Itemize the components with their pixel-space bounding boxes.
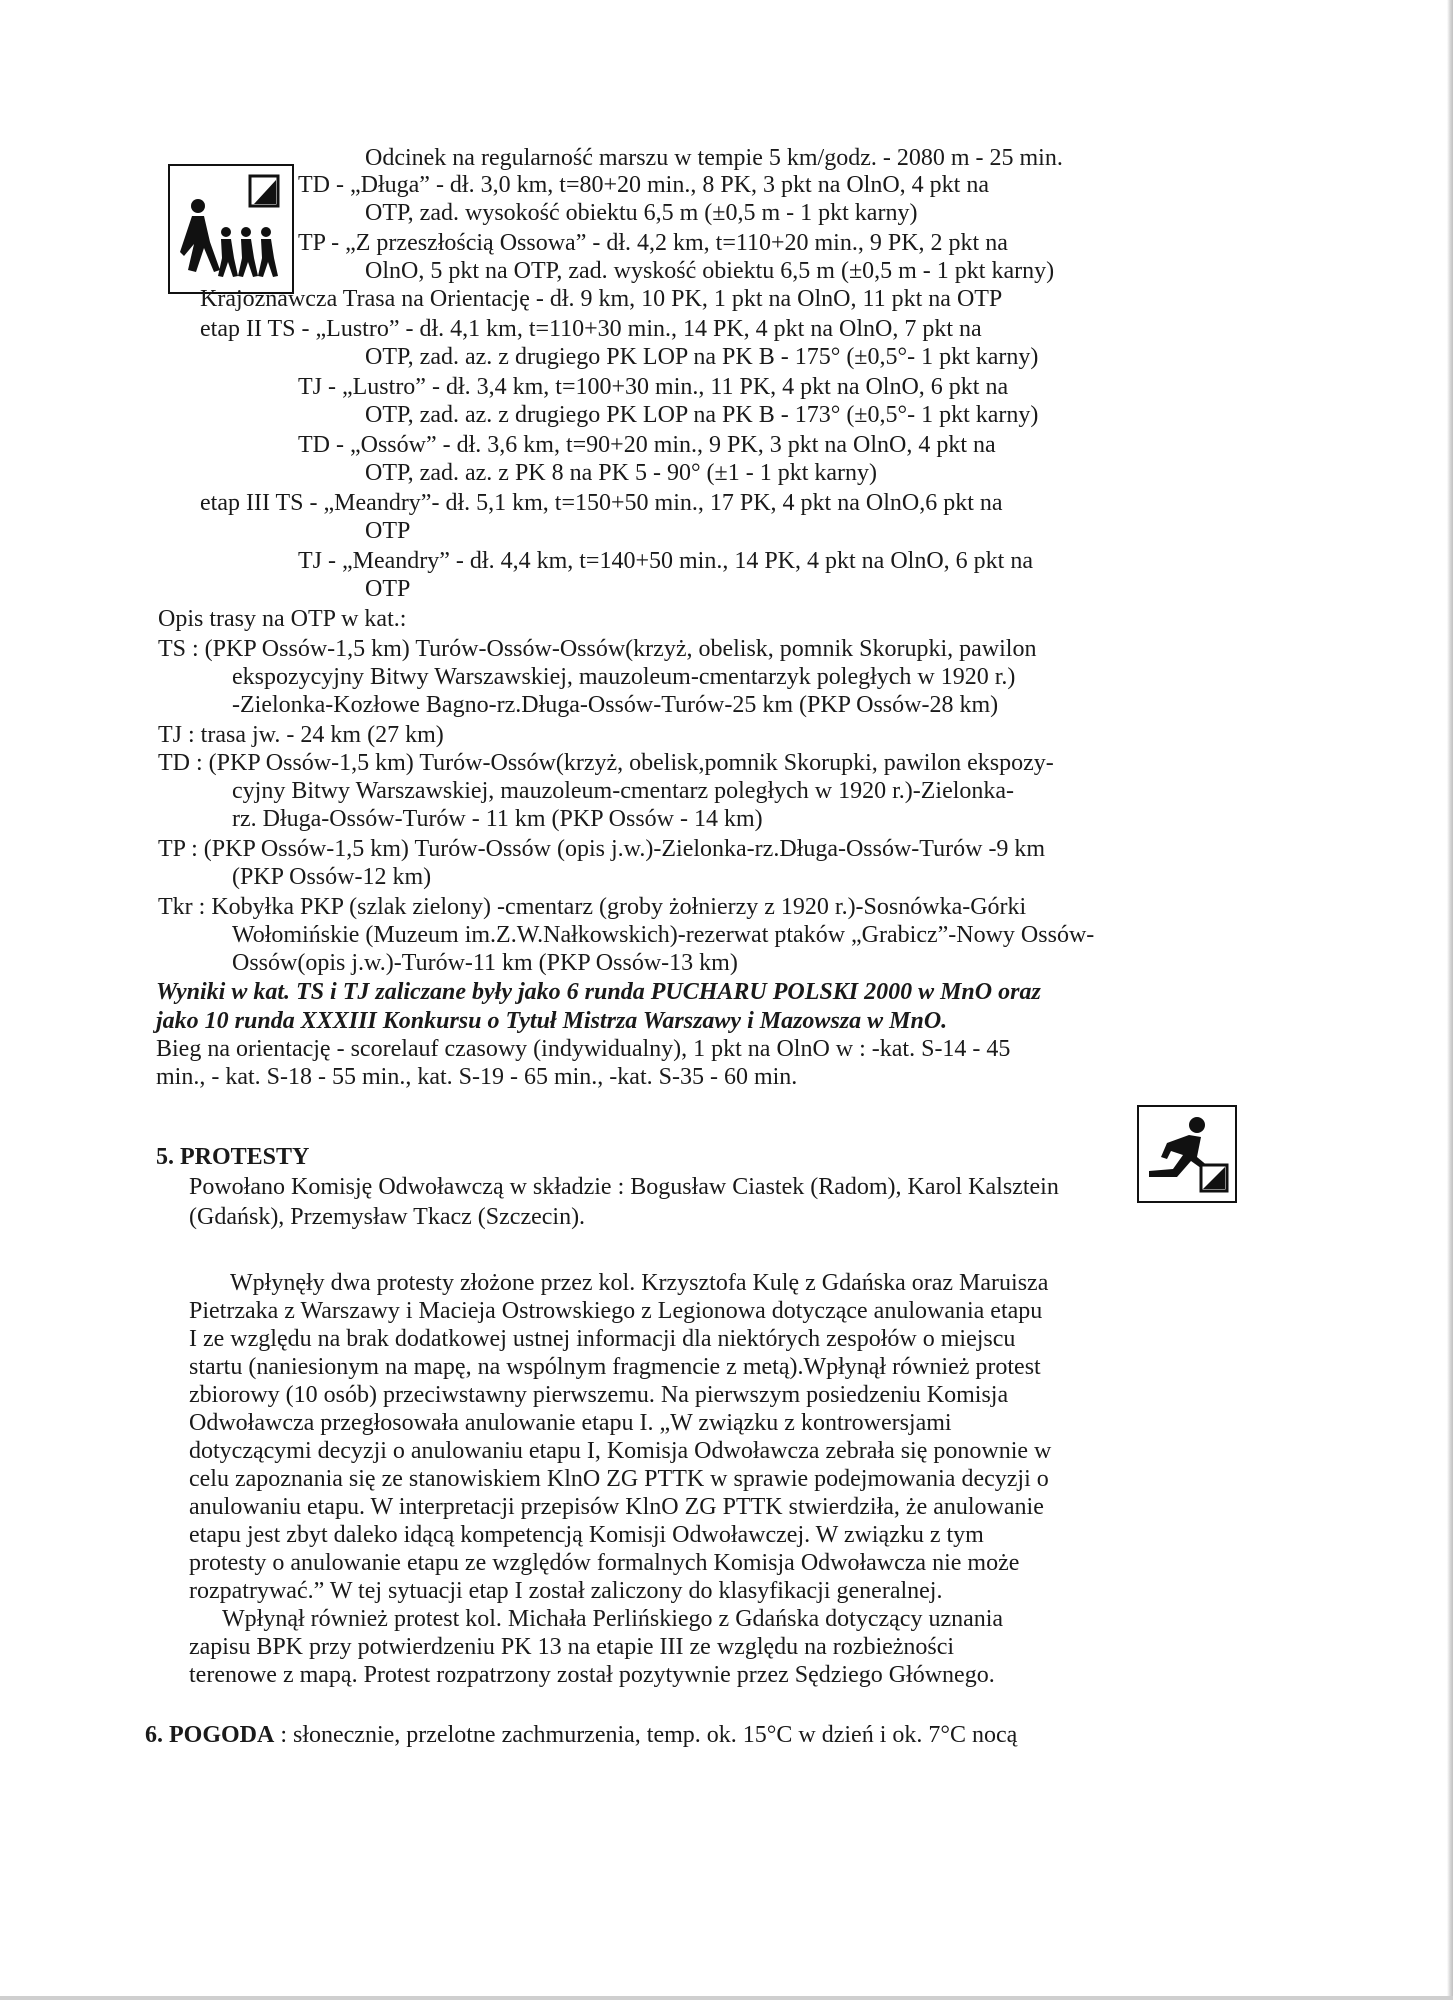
text-line: OlnO, 5 pkt na OTP, zad. wyskość obiektu 6,5 m (±0,5 m - 1 pkt karny) bbox=[365, 258, 1055, 284]
running-orienteer-pictogram-icon bbox=[1137, 1105, 1237, 1203]
text-line: zbiorowy (10 osób) przeciwstawny pierwszemu. Na pierwszym posiedzeniu Komisja bbox=[189, 1382, 1009, 1408]
text-line: TP - „Z przeszłością Ossowa” - dł. 4,2 km, t=110+20 min., 9 PK, 2 pkt na bbox=[298, 230, 1008, 256]
scan-edge-right bbox=[1447, 0, 1453, 2000]
text-line: OTP, zad. az. z drugiego PK LOP na PK B - 173° (±0,5°- 1 pkt karny) bbox=[365, 402, 1039, 428]
text-line: Wołomińskie (Muzeum im.Z.W.Nałkowskich)-rezerwat ptaków „Grabicz”-Nowy Ossów- bbox=[232, 922, 1095, 948]
text-line: TP : (PKP Ossów-1,5 km) Turów-Ossów (opis j.w.)-Zielonka-rz.Długa-Ossów-Turów -9 km bbox=[158, 836, 1046, 862]
text-line: protesty o anulowanie etapu ze względów formalnych Komisja Odwoławcza nie może bbox=[189, 1550, 1020, 1576]
text-line: startu (naniesionym na mapę, na wspólnym fragmencie z metą).Wpłynął również protest bbox=[189, 1354, 1041, 1380]
text-line: min., - kat. S-18 - 55 min., kat. S-19 - 65 min., -kat. S-35 - 60 min. bbox=[156, 1064, 798, 1090]
scan-edge-bottom bbox=[0, 1996, 1453, 2000]
text-line: Tkr : Kobyłka PKP (szlak zielony) -cmentarz (groby żołnierzy z 1920 r.)-Sosnówka-Górki bbox=[158, 894, 1027, 920]
text-line: anulowaniu etapu. W interpretacji przepisów KlnO ZG PTTK stwierdziła, że anulowanie bbox=[189, 1494, 1044, 1520]
text-line: rozpatrywać.” W tej sytuacji etap I został zaliczony do klasyfikacji generalnej. bbox=[189, 1578, 943, 1604]
text-line: TD - „Ossów” - dł. 3,6 km, t=90+20 min., 9 PK, 3 pkt na OlnO, 4 pkt na bbox=[298, 432, 996, 458]
text-line: Powołano Komisję Odwoławczą w składzie : Bogusław Ciastek (Radom), Karol Kalsztein bbox=[189, 1174, 1059, 1200]
text-line: Odcinek na regularność marszu w tempie 5 km/godz. - 2080 m - 25 min. bbox=[365, 145, 1063, 171]
text-line: Odwoławcza przegłosowała anulowanie etapu I. „W związku z kontrowersjami bbox=[189, 1410, 952, 1436]
text-line: jako 10 runda XXXIII Konkursu o Tytuł Mistrza Warszawy i Mazowsza w MnO. bbox=[156, 1008, 948, 1034]
text-line: Wpłynął również protest kol. Michała Perlińskiego z Gdańska dotyczący uznania bbox=[222, 1606, 1004, 1632]
text-line: Ossów(opis j.w.)-Turów-11 km (PKP Ossów-13 km) bbox=[232, 950, 738, 976]
text-line: -Zielonka-Kozłowe Bagno-rz.Długa-Ossów-Turów-25 km (PKP Ossów-28 km) bbox=[232, 692, 999, 718]
text-line: dotyczącymi decyzji o anulowaniu etapu I, Komisja Odwoławcza zebrała się ponownie w bbox=[189, 1438, 1052, 1464]
text-line: TJ - „Lustro” - dł. 3,4 km, t=100+30 min., 11 PK, 4 pkt na OlnO, 6 pkt na bbox=[298, 374, 1009, 400]
text-line: TJ - „Meandry” - dł. 4,4 km, t=140+50 min., 14 PK, 4 pkt na OlnO, 6 pkt na bbox=[298, 548, 1033, 574]
text-line: rz. Długa-Ossów-Turów - 11 km (PKP Ossów - 14 km) bbox=[232, 806, 763, 832]
text-line: TJ : trasa jw. - 24 km (27 km) bbox=[158, 722, 444, 748]
text-line: Wpłynęły dwa protesty złożone przez kol. Krzysztofa Kulę z Gdańska oraz Maruisza bbox=[230, 1270, 1049, 1296]
text-line: 5. PROTESTY bbox=[156, 1144, 310, 1170]
text-line: cyjny Bitwy Warszawskiej, mauzoleum-cmentarz poległych w 1920 r.)-Zielonka- bbox=[232, 778, 1015, 804]
text-line: TD - „Długa” - dł. 3,0 km, t=80+20 min., 8 PK, 3 pkt na OlnO, 4 pkt na bbox=[298, 172, 989, 198]
text-line: TS : (PKP Ossów-1,5 km) Turów-Ossów-Ossów(krzyż, obelisk, pomnik Skorupki, pawilon bbox=[158, 636, 1037, 662]
text-line: etap III TS - „Meandry”- dł. 5,1 km, t=150+50 min., 17 PK, 4 pkt na OlnO,6 pkt na bbox=[200, 490, 1003, 516]
text-line: OTP bbox=[365, 576, 411, 602]
text-line: TD : (PKP Ossów-1,5 km) Turów-Ossów(krzyż, obelisk,pomnik Skorupki, pawilon ekspozy- bbox=[158, 750, 1054, 776]
text-line: Krajoznawcza Trasa na Orientację - dł. 9 km, 10 PK, 1 pkt na OlnO, 11 pkt na OTP bbox=[200, 286, 1003, 312]
text-line: Wyniki w kat. TS i TJ zaliczane były jako 6 runda PUCHARU POLSKI 2000 w MnO oraz bbox=[156, 979, 1041, 1005]
text-line: OTP, zad. az. z PK 8 na PK 5 - 90° (±1 - 1 pkt karny) bbox=[365, 460, 878, 486]
text-line: (PKP Ossów-12 km) bbox=[232, 864, 432, 890]
text-line: OTP, zad. az. z drugiego PK LOP na PK B - 175° (±0,5°- 1 pkt karny) bbox=[365, 344, 1039, 370]
text-line: Pietrzaka z Warszawy i Macieja Ostrowskiego z Legionowa dotyczące anulowania etapu bbox=[189, 1298, 1043, 1324]
text-line: OTP, zad. wysokość obiektu 6,5 m (±0,5 m - 1 pkt karny) bbox=[365, 200, 918, 226]
section-text: : słonecznie, przelotne zachmurzenia, temp. ok. 15°C w dzień i ok. 7°C nocą bbox=[274, 1722, 1018, 1748]
text-line: celu zapoznania się ze stanowiskiem KlnO ZG PTTK w sprawie podejmowania decyzji o bbox=[189, 1466, 1049, 1492]
text-line: etapu jest zbyt daleko idącą kompetencją Komisji Odwoławczej. W związku z tym bbox=[189, 1522, 984, 1548]
text-line: (Gdańsk), Przemysław Tkacz (Szczecin). bbox=[189, 1204, 586, 1230]
section-heading: 6. POGODA bbox=[145, 1722, 275, 1748]
text-line: Bieg na orientację - scorelauf czasowy (indywidualny), 1 pkt na OlnO w : -kat. S-14 - 45 bbox=[156, 1036, 1011, 1062]
text-line: terenowe z mapą. Protest rozpatrzony został pozytywnie przez Sędziego Głównego. bbox=[189, 1662, 995, 1688]
walking-family-pictogram-icon bbox=[168, 164, 294, 294]
text-line: etap II TS - „Lustro” - dł. 4,1 km, t=110+30 min., 14 PK, 4 pkt na OlnO, 7 pkt na bbox=[200, 316, 982, 342]
text-line bbox=[145, 1721, 1017, 1749]
text-line: ekspozycyjny Bitwy Warszawskiej, mauzoleum-cmentarzyk poległych w 1920 r.) bbox=[232, 664, 1016, 690]
text-line: OTP bbox=[365, 518, 411, 544]
text-line: zapisu BPK przy potwierdzeniu PK 13 na etapie III ze względu na rozbieżności bbox=[189, 1634, 955, 1660]
text-line: I ze względu na brak dodatkowej ustnej informacji dla niektórych zespołów o miejscu bbox=[189, 1326, 1016, 1352]
text-line: Opis trasy na OTP w kat.: bbox=[158, 606, 407, 632]
